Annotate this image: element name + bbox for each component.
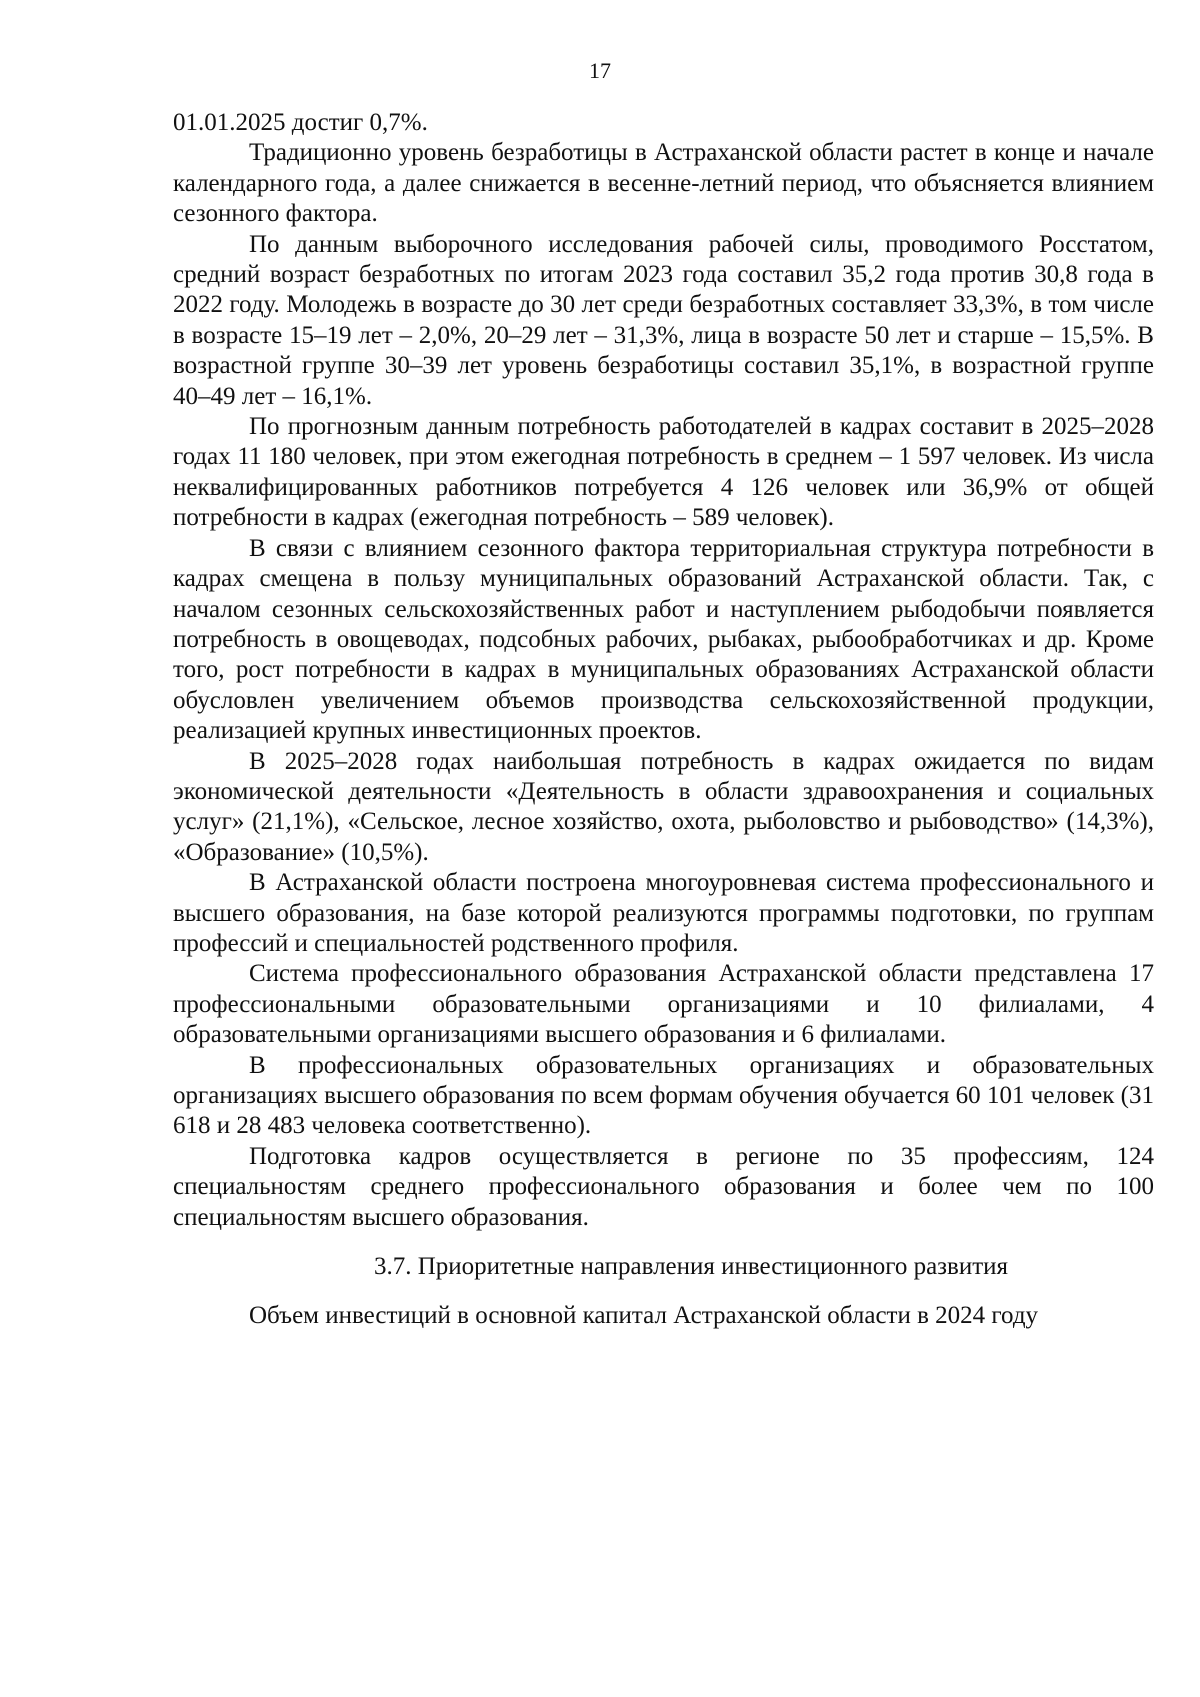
paragraph-education-system: В Астраханской области построена многоуровневая система профессионального и высшего образования, на базе которой реализуются программы подготовки, по группам профессий и специальностей родственного профиля. <box>173 869 1154 957</box>
paragraph-training-specialties: Подготовка кадров осуществляется в регионе по 35 профессиям, 124 специальностям среднего профессионального образования и более чем по 100 специальностям высшего образования. <box>173 1142 1154 1231</box>
document-body <box>173 108 1154 1332</box>
paragraph-staff-demand-forecast: По прогнозным данным потребность работодателей в кадрах составит в 2025–2028 годах 11 180 человек, при этом ежегодная потребность в среднем – 1 597 человек. Из числа неквалифицированных работников потребуется 4 126 человек или 36,9% от общей потребности в кадрах (ежегодная потребность – 589 человек). <box>173 413 1154 532</box>
paragraph-student-count: В профессиональных образовательных организациях и образовательных организациях высшего образования по всем формам обучения обучается 60 101 человек (31 618 и 28 483 человека соответственно). <box>173 1051 1154 1140</box>
paragraph-vocational-organizations: Система профессионального образования Астраханской области представлена 17 профессиональными образовательными организациями и 10 филиалами, 4 образовательными организациями высшего образования и 6 филиалами. <box>173 960 1154 1049</box>
paragraph-unemployed-age: По данным выборочного исследования рабочей силы, проводимого Росстатом, средний возраст безработных по итогам 2023 года составил 35,2 года против 30,8 года в 2022 году. Молодежь в возрасте до 30 лет среди безработных составляет 33,3%, в том числе в возрасте 15–19 лет – 2,0%, 20–29 лет – 31,3%, лица в возрасте 50 лет и старше – 15,5%. В возрастной группе 30–39 лет уровень безработицы составил 35,1%, в возрастной группе 40–49 лет – 16,1%. <box>173 230 1154 410</box>
paragraph-demand-by-activity: В 2025–2028 годах наибольшая потребность в кадрах ожидается по видам экономической деятельности «Деятельность в области здравоохранения и социальных услуг» (21,1%), «Сельское, лесное хозяйство, охота, рыболовство и рыбоводство» (14,3%), «Образование» (10,5%). <box>173 747 1154 866</box>
paragraph-territorial-structure: В связи с влиянием сезонного фактора территориальная структура потребности в кадрах смещена в пользу муниципальных образований Астраханской области. Так, с началом сезонных сельскохозяйственных работ и наступлением рыбодобычи появляется потребность в овощеводах, подсобных рабочих, рыбаках, рыбообработчиках и др. Кроме того, рост потребности в кадрах в муниципальных образованиях Астраханской области обусловлен увеличением объемов производства сельскохозяйственной продукции, реализацией крупных инвестиционных проектов. <box>173 534 1154 745</box>
paragraph-seasonal-unemployment: Традиционно уровень безработицы в Астраханской области растет в конце и начале календарного года, а далее снижается в весенне-летний период, что объясняется влиянием сезонного фактора. <box>173 139 1154 228</box>
page-number: 17 <box>589 58 611 83</box>
section-heading: 3.7. Приоритетные направления инвестиционного развития <box>373 1253 1009 1281</box>
paragraph-continuation: 01.01.2025 достиг 0,7%. <box>173 109 428 136</box>
paragraph-investment-volume: Объем инвестиций в основной капитал Астраханской области в 2024 году <box>249 1302 1039 1330</box>
